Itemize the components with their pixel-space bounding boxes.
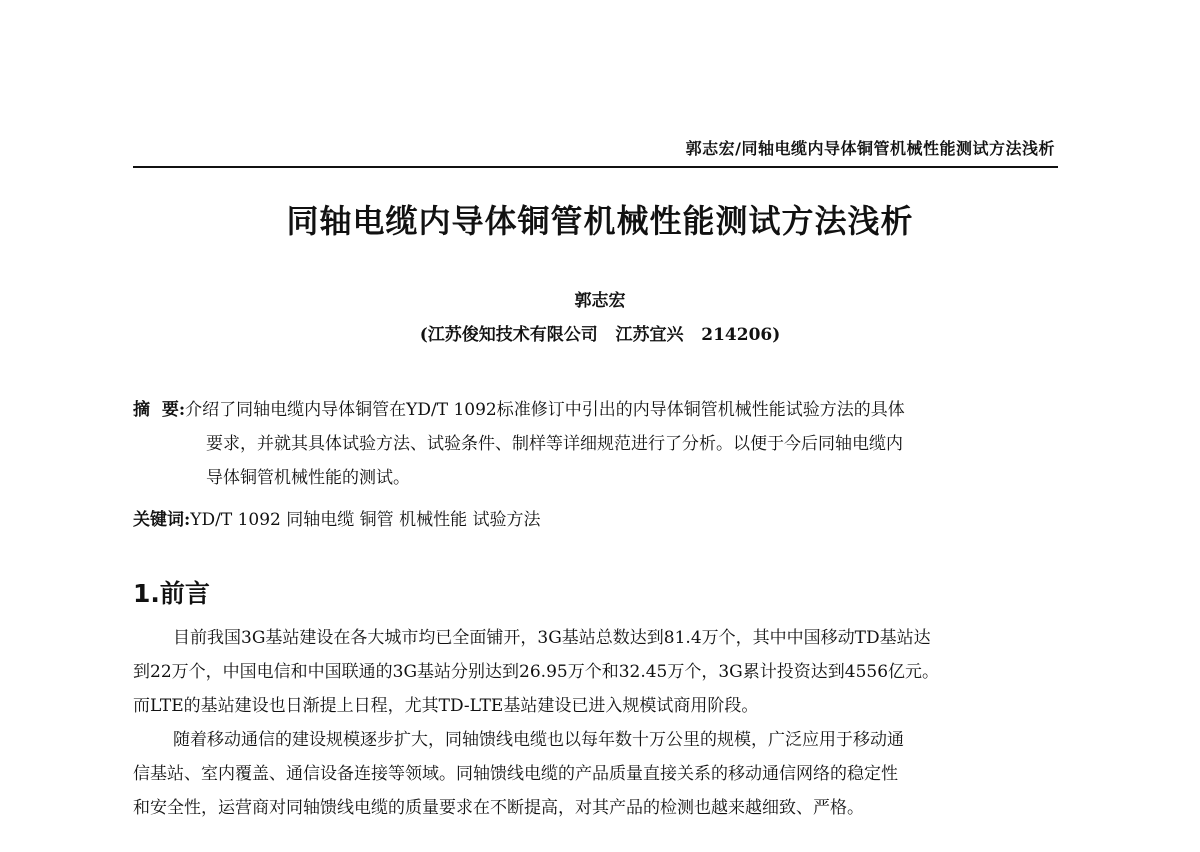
paper-affiliation: (江苏俊知技术有限公司 江苏宜兴 214206) bbox=[419, 325, 781, 345]
paper-author: 郭志宏 bbox=[574, 291, 626, 311]
body-line: 随着移动通信的建设规模逐步扩大，同轴馈线电缆也以每年数十万公里的规模，广泛应用于移动通 bbox=[173, 730, 904, 750]
body-line: 和安全性，运营商对同轴馈线电缆的质量要求在不断提高，对其产品的检测也越来越细致、严格。 bbox=[133, 798, 864, 818]
body-line: 目前我国3G基站建设在各大城市均已全面铺开，3G基站总数达到81.4万个，其中中国移动TD基站达 bbox=[173, 628, 931, 648]
body-line: 到22万个，中国电信和中国联通的3G基站分别达到26.95万个和32.45万个，3G累计投资达到4556亿元。 bbox=[133, 662, 940, 682]
section-heading: 1.前言 bbox=[133, 579, 210, 608]
abstract-label: 摘 要: bbox=[133, 400, 186, 420]
abstract-text: 介绍了同轴电缆内导体铜管在YD/T 1092标准修订中引出的内导体铜管机械性能试验方法的具体 bbox=[185, 400, 905, 420]
abstract-line bbox=[133, 393, 1063, 427]
keywords-label: 关键词: bbox=[133, 510, 191, 530]
header-rule bbox=[133, 166, 1058, 168]
abstract bbox=[133, 393, 1063, 495]
body-line: 而LTE的基站建设也日渐提上日程，尤其TD-LTE基站建设已进入规模试商用阶段。 bbox=[133, 696, 759, 716]
body-line: 信基站、室内覆盖、通信设备连接等领域。同轴馈线电缆的产品质量直接关系的移动通信网络的稳定性 bbox=[133, 764, 898, 784]
paper-title: 同轴电缆内导体铜管机械性能测试方法浅析 bbox=[286, 202, 914, 240]
keywords-text: YD/T 1092 同轴电缆 铜管 机械性能 试验方法 bbox=[190, 510, 541, 530]
running-header: 郭志宏/同轴电缆内导体铜管机械性能测试方法浅析 bbox=[685, 139, 1055, 158]
keywords bbox=[133, 505, 540, 530]
abstract-line: 导体铜管机械性能的测试。 bbox=[206, 468, 410, 488]
section-body bbox=[133, 621, 1063, 825]
abstract-line: 要求，并就其具体试验方法、试验条件、制样等详细规范进行了分析。以便于今后同轴电缆内 bbox=[206, 434, 903, 454]
